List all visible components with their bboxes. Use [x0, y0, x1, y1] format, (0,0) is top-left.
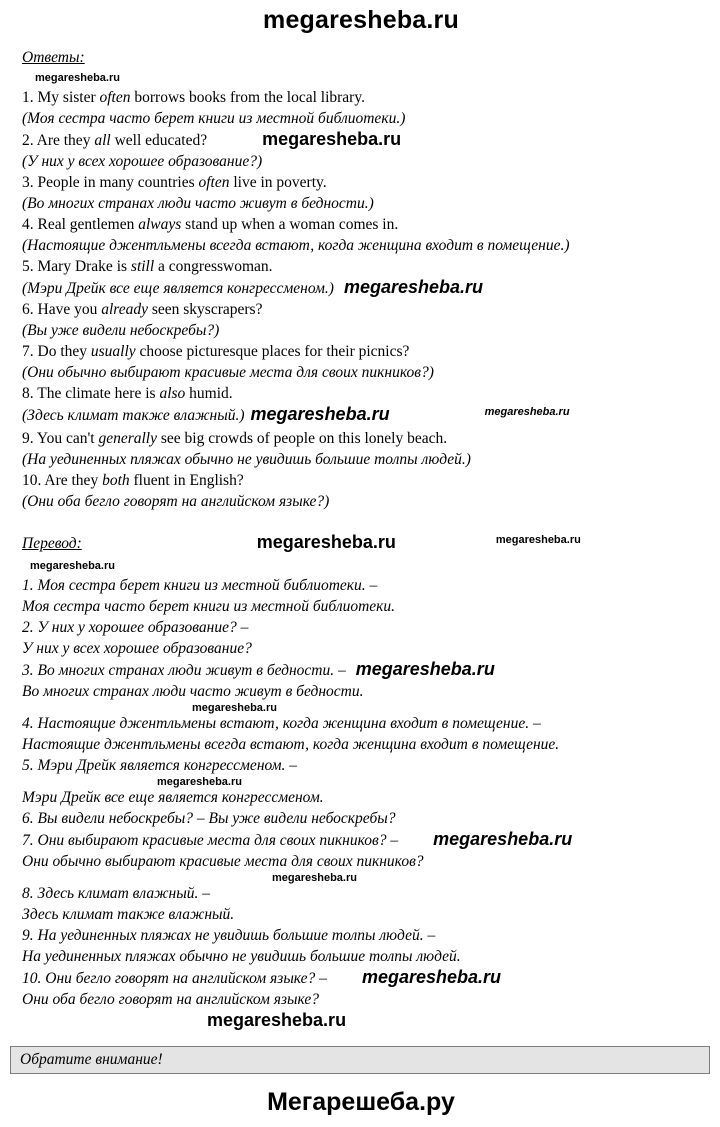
translation-text: 10. Они бегло говорят на английском языке? – [22, 970, 327, 987]
translation-item [22, 755, 700, 808]
answer-item [22, 383, 700, 428]
answer-text-post: choose picturesque places for their picnics? [135, 343, 410, 360]
translation-text: У них у всех хорошее образование? [22, 640, 252, 657]
watermark: megaresheba.ru [343, 277, 483, 297]
translation-item [22, 829, 700, 872]
answer-russian-line [22, 235, 700, 256]
watermark: megaresheba.ru [433, 829, 573, 849]
answer-text-post: live in poverty. [229, 174, 327, 191]
answer-text-post: seen skyscrapers? [147, 301, 263, 318]
answer-text-pre: 7. Do they [22, 343, 91, 360]
answer-item [22, 299, 700, 341]
translation-line-question [22, 659, 700, 681]
answer-english-line [22, 428, 700, 449]
translation-line-answer [22, 596, 700, 617]
answer-russian-line [22, 404, 700, 428]
translation-text: 9. На уединенных пляжах не увидишь большие толпы людей. – [22, 927, 436, 944]
answer-english-line [22, 129, 700, 151]
translation-text: 5. Мэри Дрейк является конгрессменом. – [22, 757, 298, 774]
answer-item [22, 172, 700, 214]
translation-text: 7. Они выбирают красивые места для своих пикников? – [22, 832, 399, 849]
translation-line-answer [22, 638, 700, 659]
answer-english-line [22, 299, 700, 320]
translation-item [22, 575, 700, 617]
translation-line-answer [22, 787, 700, 808]
answer-russian-line [22, 151, 700, 172]
translation-text: Они обычно выбирают красивые места для своих пикников? [22, 853, 424, 870]
answer-item [22, 87, 700, 129]
watermark: megaresheba.ru [355, 659, 495, 679]
answer-text-pre: 6. Have you [22, 301, 102, 318]
answer-text-pre: 9. You can't [22, 430, 99, 447]
translation-heading: Перевод: [22, 535, 82, 552]
translation-text: Настоящие джентльмены всегда встают, когда женщина входит в помещение. [22, 736, 560, 753]
answer-item [22, 341, 700, 383]
answer-russian-line [22, 277, 700, 299]
translation-text: Во многих странах люди часто живут в бедности. [22, 683, 364, 700]
answer-english-line [22, 383, 700, 404]
translation-text: 1. Моя сестра берет книги из местной библиотеки. – [22, 577, 378, 594]
watermark-row [22, 774, 700, 787]
answer-text-pre: 10. Are they [22, 472, 103, 489]
note-box [10, 1046, 710, 1074]
answer-text-post: well educated? [110, 132, 208, 149]
answer-russian-line [22, 449, 700, 470]
watermark: megaresheba.ru [484, 406, 570, 418]
watermark: megaresheba.ru [30, 560, 115, 572]
answer-adverb: all [94, 132, 111, 149]
watermark: megaresheba.ru [256, 532, 396, 552]
watermark: megaresheba.ru [35, 72, 120, 84]
answer-adverb: often [198, 174, 230, 191]
watermark: megaresheba.ru [272, 872, 357, 884]
answers-heading-line [22, 47, 700, 68]
answer-item [22, 470, 700, 512]
answer-adverb: already [101, 301, 148, 318]
translation-line-answer [22, 681, 700, 702]
translation-item [22, 659, 700, 713]
answer-russian-text: (Они обычно выбирают красивые места для своих пикников?) [22, 364, 434, 381]
watermark: megaresheba.ru [495, 534, 581, 546]
watermark: megaresheba.ru [250, 404, 390, 424]
translation-text: 3. Во многих странах люди живут в бедности. – [22, 662, 346, 679]
translation-text: Моя сестра часто берет книги из местной библиотеки. [22, 598, 396, 615]
site-brand-footer: Мегарешеба.ру [267, 1088, 455, 1116]
answer-adverb: usually [90, 343, 136, 360]
note-label: Обратите внимание! [20, 1051, 163, 1068]
translation-heading-row [22, 532, 700, 556]
answer-text-pre: 3. People in many countries [22, 174, 199, 191]
answer-item [22, 214, 700, 256]
translation-item [22, 925, 700, 967]
watermark-row [22, 1010, 700, 1032]
translation-line-question [22, 967, 700, 989]
answer-text-post: fluent in English? [129, 472, 244, 489]
answer-text-post: a congresswoman. [154, 258, 273, 275]
translation-text: 8. Здесь климат влажный. – [22, 885, 210, 902]
answer-text-pre: 8. The climate here is [22, 385, 160, 402]
translation-item [22, 617, 700, 659]
answer-text-post: borrows books from the local library. [130, 89, 365, 106]
translation-line-question [22, 713, 700, 734]
answer-russian-text: (Мэри Дрейк все еще является конгрессменом.) [22, 280, 334, 297]
answer-adverb: often [99, 89, 131, 106]
translation-item [22, 713, 700, 755]
answer-english-line [22, 470, 700, 491]
answer-adverb: generally [98, 430, 157, 447]
translation-text: Они оба бегло говорят на английском языке? [22, 991, 320, 1008]
watermark-row [22, 556, 700, 575]
translation-line-question [22, 575, 700, 596]
translation-line-question [22, 808, 700, 829]
answer-item [22, 428, 700, 470]
answer-adverb: both [102, 472, 130, 489]
translation-text: Здесь климат также влажный. [22, 906, 235, 923]
translation-line-question [22, 925, 700, 946]
answer-text-post: humid. [185, 385, 233, 402]
translation-text: Мэри Дрейк все еще является конгрессменом. [22, 789, 324, 806]
translation-line-question [22, 829, 700, 851]
answer-english-line [22, 172, 700, 193]
answer-text-post: see big crowds of people on this lonely beach. [156, 430, 448, 447]
answer-russian-text: (Во многих странах люди часто живут в бедности.) [22, 195, 374, 212]
translation-line-answer [22, 734, 700, 755]
answer-text-pre: 2. Are they [22, 132, 95, 149]
answer-russian-line [22, 362, 700, 383]
answer-text-pre: 1. My sister [22, 89, 100, 106]
answer-text-post: stand up when a woman comes in. [181, 216, 399, 233]
translation-item [22, 967, 700, 1010]
answer-russian-line [22, 108, 700, 129]
translation-line-question [22, 883, 700, 904]
translation-line-question [22, 755, 700, 776]
answer-russian-text: (Моя сестра часто берет книги из местной библиотеки.) [22, 110, 406, 127]
answer-russian-line [22, 491, 700, 512]
answer-adverb: still [130, 258, 155, 275]
answer-russian-text: (Вы уже видели небоскребы?) [22, 322, 220, 339]
answer-russian-line [22, 320, 700, 341]
translation-line-answer [22, 851, 700, 872]
watermark: megaresheba.ru [157, 776, 242, 788]
translation-text: 2. У них у хорошее образование? – [22, 619, 249, 636]
answer-adverb: always [138, 216, 182, 233]
translation-line-answer [22, 989, 700, 1010]
translation-text: 4. Настоящие джентльмены встают, когда женщина входит в помещение. – [22, 715, 541, 732]
answer-russian-text: (Они оба бегло говорят на английском языке?) [22, 493, 330, 510]
translation-text: 6. Вы видели небоскребы? – Вы уже видели небоскребы? [22, 810, 396, 827]
answer-russian-line [22, 193, 700, 214]
answer-text-pre: 4. Real gentlemen [22, 216, 139, 233]
translation-item [22, 870, 700, 925]
answer-russian-text: (На уединенных пляжах обычно не увидишь большие толпы людей.) [22, 451, 471, 468]
answer-russian-text: (У них у всех хорошее образование?) [22, 153, 263, 170]
answers-heading: Ответы: [22, 49, 85, 66]
answer-english-line [22, 214, 700, 235]
answer-item [22, 256, 700, 299]
translation-line-answer [22, 946, 700, 967]
answer-english-line [22, 256, 700, 277]
translation-line-answer [22, 904, 700, 925]
watermark: megaresheba.ru [192, 702, 277, 714]
answer-english-line [22, 341, 700, 362]
translation-item [22, 808, 700, 829]
answer-russian-text: (Настоящие джентльмены всегда встают, когда женщина входит в помещение.) [22, 237, 570, 254]
answer-english-line [22, 87, 700, 108]
watermark: megaresheba.ru [207, 1010, 347, 1030]
answer-adverb: also [159, 385, 186, 402]
answer-item [22, 129, 700, 172]
translation-text: На уединенных пляжах обычно не увидишь большие толпы людей. [22, 948, 461, 965]
translation-line-question [22, 617, 700, 638]
watermark-row [22, 68, 700, 87]
answer-russian-text: (Здесь климат также влажный.) [22, 407, 245, 424]
site-watermark-header: megaresheba.ru [263, 6, 459, 34]
watermark: megaresheba.ru [262, 129, 402, 149]
watermark: megaresheba.ru [361, 967, 501, 987]
answer-text-pre: 5. Mary Drake is [22, 258, 131, 275]
